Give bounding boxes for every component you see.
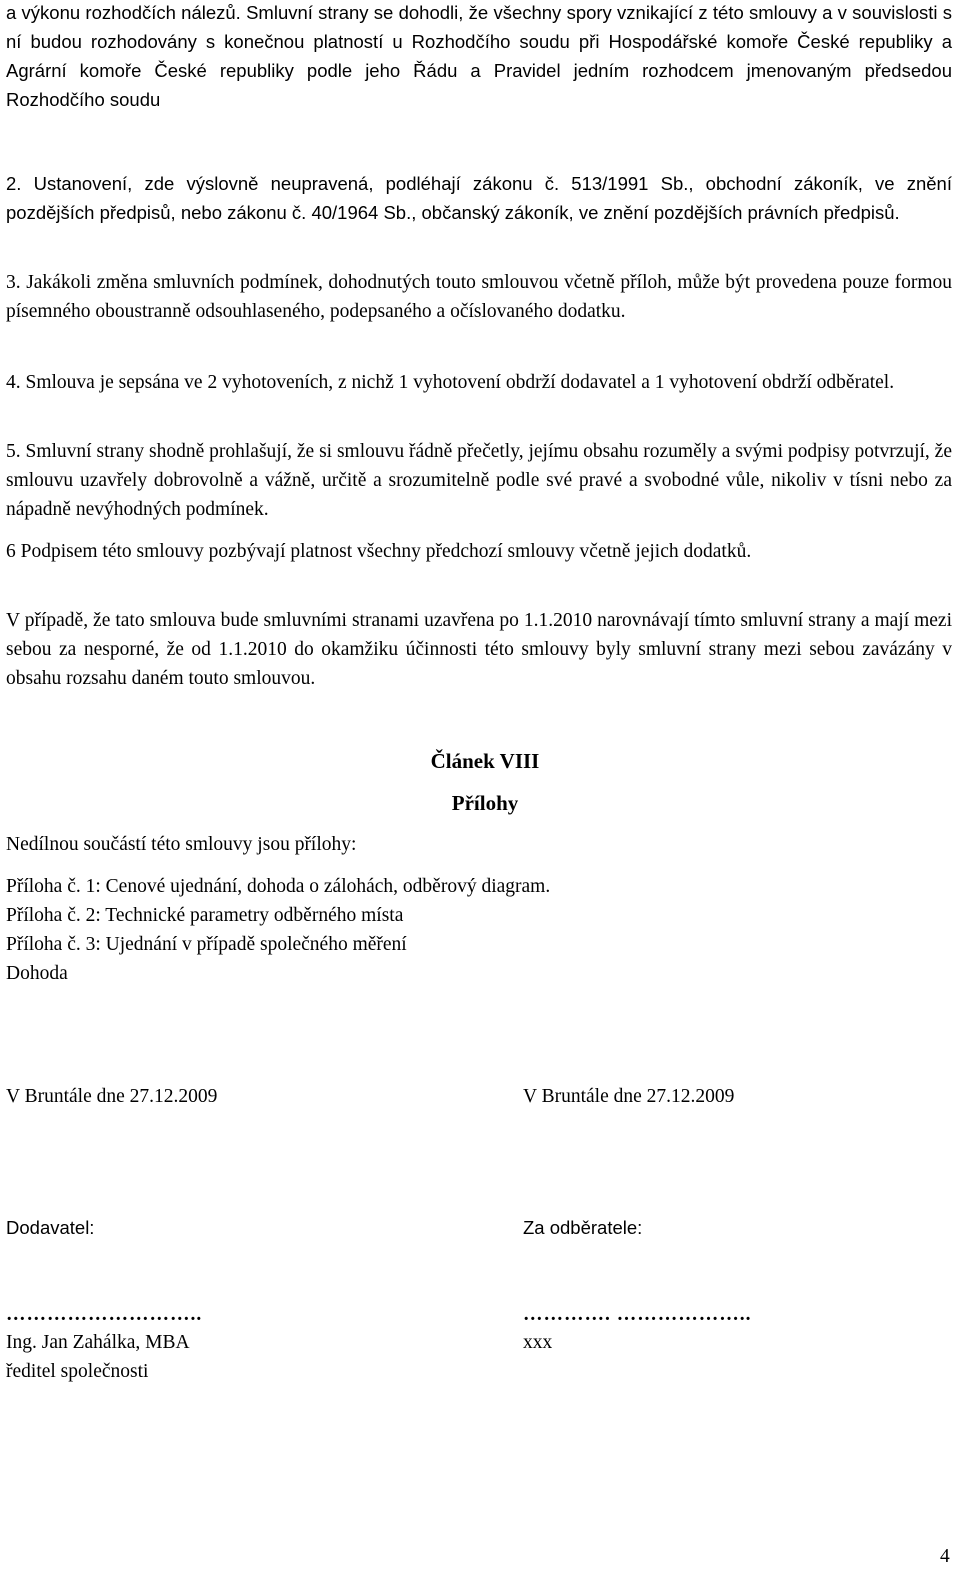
paragraph-4: 4. Smlouva je sepsána ve 2 vyhotoveních, z nichž 1 vyhotovení obdrží dodavatel a 1 vyhotovení obdrží odběratel. bbox=[6, 372, 895, 393]
paragraph-7: V případě, že tato smlouva bude smluvními stranami uzavřena po 1.1.2010 narovnávají tímto smluvní strany a mají mezi sebou za nesporné, že od 1.1.2010 do okamžiku účinnosti této smlouvy byly smluvní strany mezi sebou zavázány v obsahu rozsahu daném touto smlouvou. bbox=[6, 610, 952, 689]
left-signature-line: ……………………….. bbox=[6, 1304, 203, 1325]
left-signer-name: Ing. Jan Zahálka, MBA bbox=[6, 1332, 190, 1353]
list-item: Příloha č. 1: Cenové ujednání, dohoda o zálohách, odběrový diagram. bbox=[6, 876, 551, 897]
list-item: Dohoda bbox=[6, 963, 68, 984]
right-role-label: Za odběratele: bbox=[523, 1217, 643, 1238]
paragraph-5: 5. Smluvní strany shodně prohlašují, že si smlouvu řádně přečetly, jejímu obsahu rozuměly a svými podpisy potvrzují, že smlouvu uzavřely dobrovolně a vážně, určitě a srozumitelně podle své pravé a svobodné vůle, nikoliv v tísni nebo za nápadně nevýhodných podmínek. bbox=[6, 441, 952, 520]
right-place-date: V Bruntále dne 27.12.2009 bbox=[523, 1086, 735, 1107]
list-item: Příloha č. 3: Ujednání v případě společného měření bbox=[6, 934, 407, 955]
paragraph-arbitration bbox=[6, 0, 952, 114]
page-number: 4 bbox=[940, 1546, 950, 1567]
left-role-label: Dodavatel: bbox=[6, 1217, 95, 1238]
right-signature-line: …………. ……………….. bbox=[523, 1304, 752, 1325]
article-title: Článek VIII bbox=[430, 749, 540, 773]
paragraph-6: 6 Podpisem této smlouvy pozbývají platnost všechny předchozí smlouvy včetně jejich dodatků. bbox=[6, 541, 752, 562]
paragraph-arbitration-rest: Smluvní strany se dohodli, že všechny spory vznikající z této smlouvy a v souvislosti s ní budou rozhodovány s konečnou platností u Rozhodčího soudu při Hospodářské komoře České republiky a Agrární komoře České republiky podle jeho Řádu a Pravidel jedním rozhodcem jmenovaným předsedou Rozhodčího soudu bbox=[6, 2, 952, 110]
left-signer-title: ředitel společnosti bbox=[6, 1361, 149, 1382]
left-place-date: V Bruntále dne 27.12.2009 bbox=[6, 1086, 218, 1107]
right-signer-name: xxx bbox=[523, 1332, 553, 1353]
attachments-intro: Nedílnou součástí této smlouvy jsou přílohy: bbox=[6, 834, 357, 855]
paragraph-3: 3. Jakákoli změna smluvních podmínek, dohodnutých touto smlouvou včetně příloh, může být provedena pouze formou písemného oboustranně odsouhlaseného, podepsaného a očíslovaného dodatku. bbox=[6, 272, 952, 322]
attachments-list bbox=[6, 872, 550, 988]
paragraph-arbitration-start: a výkonu rozhodčích nálezů. bbox=[6, 2, 241, 23]
list-item: Příloha č. 2: Technické parametry odběrného místa bbox=[6, 905, 404, 926]
paragraph-2: 2. Ustanovení, zde výslovně neupravená, podléhají zákonu č. 513/1991 Sb., obchodní zákoník, ve znění pozdějších předpisů, nebo zákonu č. 40/1964 Sb., občanský zákoník, ve znění pozdějších právních předpisů. bbox=[6, 173, 952, 223]
article-subtitle: Přílohy bbox=[451, 791, 519, 815]
